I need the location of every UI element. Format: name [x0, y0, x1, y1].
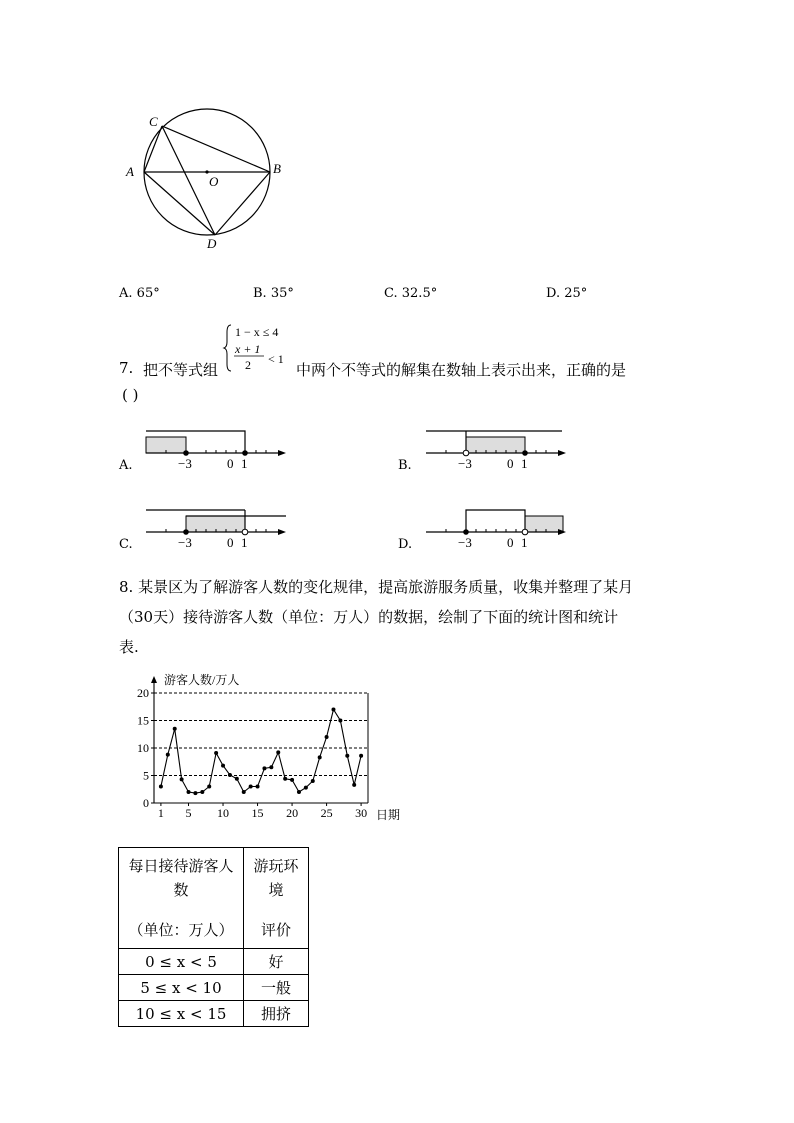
table-header-row [119, 848, 309, 949]
data-point [214, 751, 218, 755]
data-point [318, 755, 322, 759]
q8-line-3: 表. [119, 638, 139, 656]
range-cell: 0 ≤ x < 5 [119, 949, 244, 975]
chord-cb [162, 126, 270, 172]
number-line-a[interactable] [140, 425, 290, 470]
x-tick-label: 5 [185, 806, 192, 820]
table-row [119, 1001, 309, 1027]
y-axis-arrow [151, 676, 157, 683]
ineq-2-den: 2 [245, 358, 251, 372]
x-tick-label: 15 [251, 806, 264, 820]
q6-option-b[interactable]: B. 35° [253, 286, 294, 301]
inequality-system [222, 322, 294, 374]
q7-option-b-label[interactable]: B. [398, 458, 412, 473]
data-point [325, 735, 329, 739]
chord-cd [162, 126, 215, 235]
q8-line-1: 8. 某景区为了解游客人数的变化规律，提高旅游服务质量，收集并整理了某月 [119, 578, 634, 596]
q6-option-a[interactable]: A. 65° [119, 286, 160, 301]
y-tick-label: 10 [137, 741, 149, 755]
y-tick-label: 15 [137, 713, 149, 728]
q7-option-c-label[interactable]: C. [119, 537, 133, 552]
x-axis-label: 日期 [376, 808, 401, 822]
q6-option-c[interactable]: C. 32.5° [384, 286, 438, 301]
svg-text:−3: −3 [458, 456, 472, 470]
data-point [180, 777, 184, 781]
data-point [297, 790, 301, 794]
data-point [256, 785, 260, 789]
label-c: C [149, 114, 158, 129]
q7-number: 7. [119, 359, 134, 377]
chord-ad [144, 172, 215, 235]
header-evaluation: 游玩环 境 评价 [244, 848, 309, 949]
ineq-2-num: x + 1 [235, 342, 261, 356]
rating-cell: 拥挤 [244, 1001, 309, 1027]
circle-figure [118, 108, 298, 253]
svg-text:0: 0 [507, 535, 514, 549]
data-point [221, 764, 225, 768]
data-point [228, 773, 232, 777]
q7-paren: ( ) [122, 386, 139, 404]
rating-cell: 一般 [244, 975, 309, 1001]
data-point [159, 785, 163, 789]
svg-text:−3: −3 [178, 456, 192, 470]
series-line [161, 710, 361, 794]
number-line-d[interactable] [420, 504, 570, 549]
y-axis-label: 游客人数/万人 [164, 673, 240, 687]
data-point [235, 777, 239, 781]
range-cell: 5 ≤ x < 10 [119, 975, 244, 1001]
label-d: D [207, 236, 217, 251]
data-point [193, 791, 197, 795]
svg-text:0: 0 [507, 456, 514, 470]
q7-option-a-label[interactable]: A. [119, 458, 133, 473]
range-cell: 10 ≤ x < 15 [119, 1001, 244, 1027]
data-point [331, 708, 335, 712]
data-point [352, 783, 356, 787]
y-tick-label: 0 [143, 796, 149, 810]
q7-option-d-label[interactable]: D. [398, 537, 413, 552]
svg-text:−3: −3 [458, 535, 472, 549]
q7-prefix: 把不等式组 [143, 361, 219, 379]
q8-text [119, 572, 679, 662]
data-point [242, 790, 246, 794]
q6-option-d[interactable]: D. 25° [546, 286, 588, 301]
number-line-c[interactable] [140, 504, 290, 549]
x-tick-label: 10 [217, 806, 230, 820]
header-visitors: 每日接待游客人 数 （单位：万人） [119, 848, 244, 949]
y-tick-label: 20 [137, 686, 149, 700]
label-o: O [209, 174, 219, 189]
data-point [283, 777, 287, 781]
ineq-2-rel: < 1 [268, 352, 284, 366]
table-row [119, 975, 309, 1001]
svg-text:1: 1 [521, 456, 528, 470]
data-point [187, 790, 191, 794]
q8-line-2: （30天）接待游客人数（单位：万人）的数据，绘制了下面的统计图和统计 [119, 608, 619, 626]
data-point [262, 766, 266, 770]
chord-ac [144, 126, 162, 172]
data-point [311, 779, 315, 783]
data-point [249, 785, 253, 789]
data-point [290, 778, 294, 782]
visitor-line-chart [130, 668, 410, 828]
data-point [173, 727, 177, 731]
label-b: B [273, 161, 281, 176]
x-tick-label: 30 [355, 806, 368, 820]
data-point [166, 753, 170, 757]
x-tick-label: 20 [286, 806, 299, 820]
y-tick-label: 5 [143, 768, 149, 783]
svg-text:0: 0 [227, 456, 234, 470]
svg-text:1: 1 [521, 535, 528, 549]
x-tick-label: 1 [157, 806, 164, 820]
data-point [276, 750, 280, 754]
svg-text:0: 0 [227, 535, 234, 549]
svg-text:−3: −3 [178, 535, 192, 549]
svg-text:1: 1 [241, 535, 248, 549]
table-row [119, 949, 309, 975]
label-a: A [126, 164, 134, 179]
q7-suffix: 中两个不等式的解集在数轴上表示出来，正确的是 [296, 361, 627, 379]
data-point [345, 754, 349, 758]
data-point [359, 754, 363, 758]
x-tick-label: 25 [320, 806, 333, 820]
number-line-b[interactable] [420, 425, 570, 470]
evaluation-table [118, 847, 309, 1027]
rating-cell: 好 [244, 949, 309, 975]
ineq-1: 1 − x ≤ 4 [235, 325, 279, 339]
data-point [304, 786, 308, 790]
svg-text:1: 1 [241, 456, 248, 470]
data-point [338, 719, 342, 723]
data-point [200, 790, 204, 794]
data-point [207, 785, 211, 789]
data-point [269, 765, 273, 769]
